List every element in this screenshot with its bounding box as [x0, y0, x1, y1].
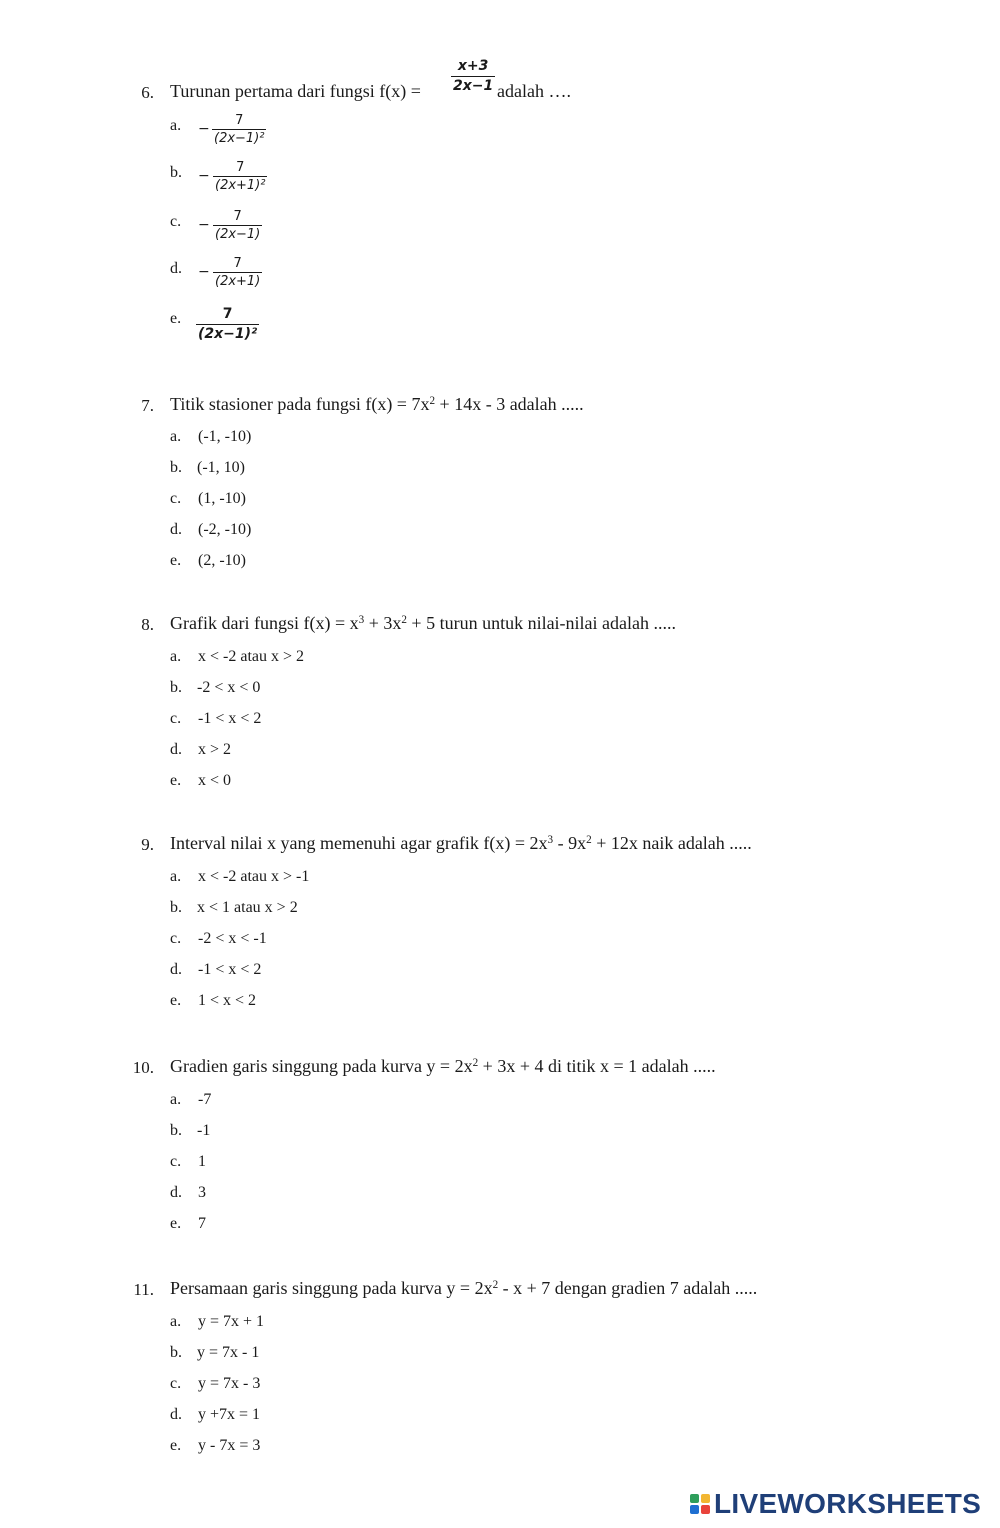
question-number: 8. — [141, 615, 154, 634]
option-text[interactable]: y +7x = 1 — [198, 1406, 261, 1423]
logo-text: LIVEWORKSHEETS — [714, 1488, 982, 1519]
fraction-denominator: (2x−1)² — [214, 131, 265, 146]
minus-sign: − — [198, 264, 210, 280]
option-letter: e. — [170, 310, 182, 327]
option-letter: a. — [170, 428, 182, 445]
superscript: 2 — [401, 613, 407, 626]
option-letter: a. — [170, 1091, 182, 1108]
option-letter: c. — [170, 1375, 182, 1392]
option-letter: c. — [170, 213, 182, 230]
option-text[interactable]: x > 2 — [198, 741, 232, 758]
option-fraction[interactable] — [212, 113, 266, 146]
option-letter: b. — [170, 1344, 182, 1361]
option-text[interactable]: (-1, -10) — [198, 428, 252, 445]
fraction-bar — [451, 76, 495, 77]
option-letter: c. — [170, 930, 182, 947]
question-number: 9. — [141, 835, 154, 854]
fraction-denominator: (2x−1) — [215, 227, 261, 242]
question-text — [170, 1278, 757, 1299]
minus-sign: − — [198, 217, 210, 233]
option-letter: c. — [170, 490, 182, 507]
minus-sign: − — [198, 121, 210, 137]
option-text[interactable]: -1 < x < 2 — [198, 710, 262, 727]
superscript: 3 — [358, 613, 365, 626]
fraction-denominator: (2x+1) — [215, 274, 261, 289]
option-letter: c. — [170, 710, 182, 727]
question-text-part: Turunan pertama dari fungsi f(x) = — [170, 81, 421, 101]
logo-square — [701, 1505, 710, 1514]
question-text-part: Grafik dari fungsi f(x) = x — [170, 613, 359, 633]
option-letter: d. — [170, 521, 182, 538]
logo-square — [701, 1494, 710, 1503]
option-letter: e. — [170, 1437, 182, 1454]
option-text[interactable]: -7 — [198, 1091, 212, 1108]
question-text-part: Titik stasioner pada fungsi f(x) = 7x — [170, 394, 430, 414]
fraction-numerator: 7 — [233, 209, 242, 224]
option-letter: e. — [170, 772, 182, 789]
option-text[interactable]: 3 — [198, 1184, 206, 1201]
superscript: 2 — [586, 833, 592, 846]
question-text — [170, 81, 421, 102]
option-text[interactable]: (1, -10) — [198, 490, 246, 507]
superscript: 2 — [492, 1278, 499, 1291]
option-text[interactable]: x < 0 — [198, 772, 232, 789]
option-letter: a. — [170, 117, 182, 134]
option-fraction[interactable] — [213, 160, 267, 193]
question-text-part: + 3x + 4 di titik x = 1 adalah ..... — [478, 1056, 716, 1076]
option-fraction[interactable] — [213, 209, 262, 242]
question-text — [170, 833, 752, 854]
fraction-denominator: 2x−1 — [453, 78, 494, 94]
fraction-bar — [212, 129, 266, 130]
minus-sign: − — [198, 168, 210, 184]
option-letter: e. — [170, 1215, 182, 1232]
fraction-bar — [213, 225, 262, 226]
option-letter: c. — [170, 1153, 182, 1170]
question-text-part: Gradien garis singgung pada kurva y = 2x — [170, 1056, 473, 1076]
option-text[interactable]: (-2, -10) — [198, 521, 252, 538]
option-text[interactable]: -2 < x < -1 — [198, 930, 267, 947]
fraction-numerator: 7 — [222, 306, 233, 322]
option-text[interactable]: y = 7x - 1 — [197, 1344, 260, 1361]
option-letter: b. — [170, 1122, 182, 1139]
option-text[interactable]: 1 — [198, 1153, 206, 1170]
question-number: 7. — [141, 396, 154, 415]
option-letter: b. — [170, 899, 182, 916]
question-text — [170, 1056, 716, 1077]
option-text[interactable]: -2 < x < 0 — [197, 679, 261, 696]
fraction-bar — [213, 272, 262, 273]
option-text[interactable]: -1 < x < 2 — [198, 961, 262, 978]
question-text-part: + 14x - 3 adalah ..... — [435, 394, 584, 414]
fraction-numerator: 7 — [236, 160, 245, 175]
option-letter: b. — [170, 164, 182, 181]
option-text[interactable]: y - 7x = 3 — [198, 1437, 261, 1454]
option-letter: a. — [170, 648, 182, 665]
option-letter: d. — [170, 961, 182, 978]
superscript: 3 — [547, 833, 554, 846]
fraction-denominator: (2x−1)² — [198, 326, 258, 342]
option-text[interactable]: (2, -10) — [198, 552, 246, 569]
question-text — [170, 394, 584, 415]
superscript: 2 — [472, 1056, 479, 1069]
question-number: 6. — [141, 83, 154, 102]
liveworksheets-logo — [690, 1488, 981, 1520]
option-letter: a. — [170, 868, 182, 885]
option-text[interactable]: 1 < x < 2 — [198, 992, 257, 1009]
question-number: 11. — [133, 1280, 154, 1299]
question-fraction — [451, 58, 495, 95]
option-text[interactable]: x < 1 atau x > 2 — [197, 899, 298, 916]
question-text-tail: adalah …. — [497, 81, 571, 101]
fraction-numerator: 7 — [235, 113, 244, 128]
option-letter: d. — [170, 1406, 182, 1423]
option-letter: b. — [170, 459, 182, 476]
logo-square — [690, 1494, 699, 1503]
logo-square — [690, 1505, 699, 1514]
option-text[interactable]: y = 7x - 3 — [198, 1375, 261, 1392]
option-fraction[interactable] — [213, 256, 262, 289]
question-text-part: Interval nilai x yang memenuhi agar grafik f(x) = 2x — [170, 833, 548, 853]
option-letter: d. — [170, 741, 182, 758]
question-text-part: + 5 turun untuk nilai-nilai adalah ..... — [406, 613, 677, 633]
option-text[interactable]: (-1, 10) — [197, 459, 245, 476]
question-text-part: - 9x — [553, 833, 587, 853]
logo-mark-icon — [690, 1494, 710, 1514]
option-text[interactable]: -1 — [197, 1122, 211, 1139]
question-text-part: + 12x naik adalah ..... — [591, 833, 752, 853]
fraction-numerator: 7 — [233, 256, 242, 271]
superscript: 2 — [429, 394, 436, 407]
option-letter: b. — [170, 679, 182, 696]
fraction-numerator: x+3 — [457, 58, 489, 74]
option-letter: d. — [170, 1184, 182, 1201]
question-text — [170, 613, 676, 634]
fraction-denominator: (2x+1)² — [215, 178, 266, 193]
question-number: 10. — [132, 1058, 154, 1077]
option-text[interactable]: x < -2 atau x > 2 — [198, 648, 305, 665]
option-letter: e. — [170, 992, 182, 1009]
option-letter: d. — [170, 260, 182, 277]
option-text[interactable]: y = 7x + 1 — [198, 1313, 265, 1330]
question-text-part: - x + 7 dengan gradien 7 adalah ..... — [498, 1278, 758, 1298]
question-text-part: + 3x — [364, 613, 402, 633]
option-letter: e. — [170, 552, 182, 569]
option-text[interactable]: x < -2 atau x > -1 — [198, 868, 310, 885]
fraction-bar — [196, 324, 259, 325]
option-text[interactable]: 7 — [198, 1215, 206, 1232]
question-text-part: Persamaan garis singgung pada kurva y = 2x — [170, 1278, 493, 1298]
option-fraction[interactable] — [196, 306, 259, 343]
fraction-bar — [213, 176, 267, 177]
option-letter: a. — [170, 1313, 182, 1330]
